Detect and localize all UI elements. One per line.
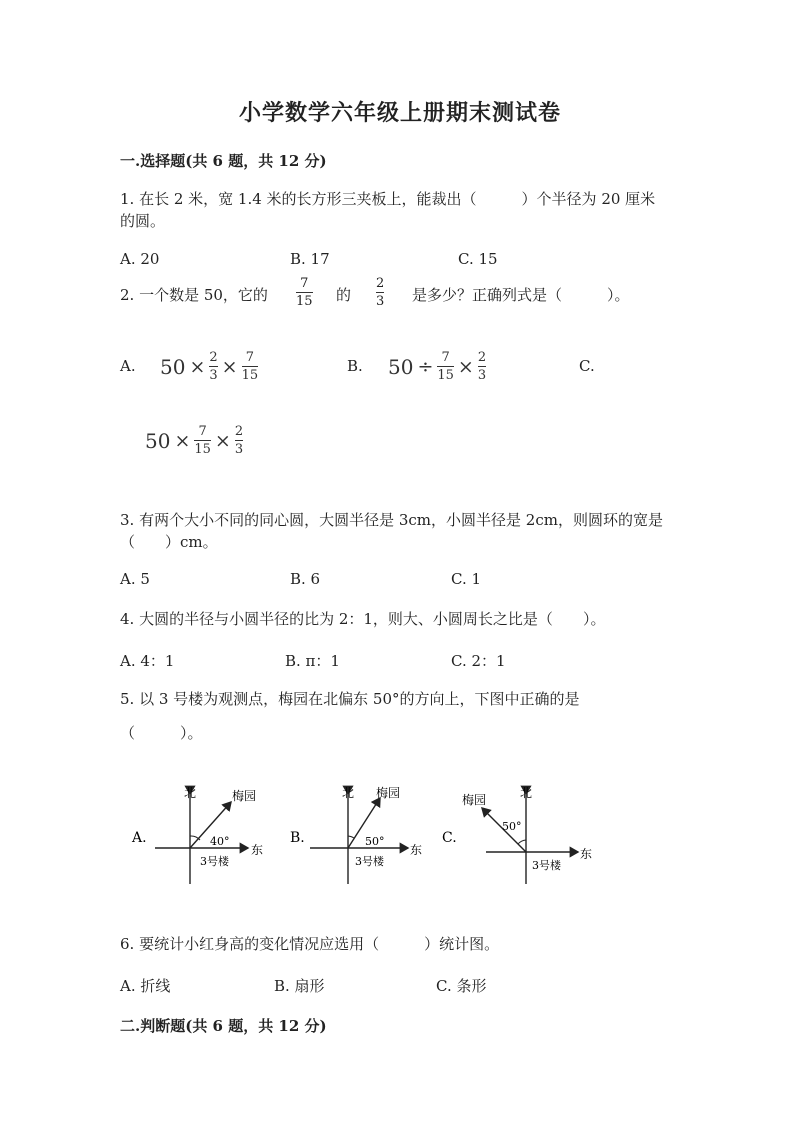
question-3-option-a: A. 5 bbox=[120, 570, 150, 588]
question-1-option-c: C. 15 bbox=[458, 250, 498, 268]
question-3-option-c: C. 1 bbox=[451, 570, 482, 588]
diagram-a-label: A. bbox=[132, 830, 147, 846]
question-6-option-b: B. 扇形 bbox=[274, 977, 325, 995]
question-2-prefix: 2. 一个数是 50，它的 bbox=[120, 286, 268, 304]
question-3-line-2: （ ）cm。 bbox=[120, 533, 218, 551]
question-6-option-a: A. 折线 bbox=[120, 977, 171, 995]
question-2-expression-a: 50 × $\frac{2}{3}$ × $\frac{7}{15}$ bbox=[160, 350, 259, 383]
diagram-a-building: 3号楼 bbox=[200, 855, 229, 868]
question-1-line-1: 1. 在长 2 米，宽 1.4 米的长方形三夹板上，能裁出（ ）个半径为 20 厘米 bbox=[120, 190, 656, 208]
diagram-a-east: 东 bbox=[251, 843, 264, 857]
question-6-line-1: 6. 要统计小红身高的变化情况应选用（ ）统计图。 bbox=[120, 935, 500, 953]
question-2-fraction-two-thirds: $\frac{2}{3}$ bbox=[376, 276, 385, 309]
diagram-a-garden: 梅园 bbox=[232, 789, 257, 803]
question-3-line-1: 3. 有两个大小不同的同心圆，大圆半径是 3cm，小圆半径是 2cm，则圆环的宽是 bbox=[120, 511, 663, 529]
question-1-option-b: B. 17 bbox=[290, 250, 330, 268]
diagram-c-garden: 梅园 bbox=[462, 793, 487, 807]
question-5-line-1: 5. 以 3 号楼为观测点，梅园在北偏东 50°的方向上，下图中正确的是 bbox=[120, 690, 580, 708]
diagram-b-angle: 50° bbox=[365, 835, 385, 848]
diagram-c-building: 3号楼 bbox=[532, 859, 561, 872]
question-5-line-2: （ ）。 bbox=[120, 724, 203, 742]
question-6-option-c: C. 条形 bbox=[436, 977, 487, 995]
diagram-c-angle: 50° bbox=[502, 820, 522, 833]
diagram-b-building: 3号楼 bbox=[355, 855, 384, 868]
diagram-b-east: 东 bbox=[410, 843, 423, 857]
question-4-line-1: 4. 大圆的半径与小圆半径的比为 2：1，则大、小圆周长之比是（ ）。 bbox=[120, 610, 606, 628]
question-4-option-a: A. 4：1 bbox=[120, 652, 175, 670]
question-2-suffix: 是多少？正确列式是（ ）。 bbox=[412, 286, 630, 304]
question-2-expression-b: 50 ÷ $\frac{7}{15}$ × $\frac{2}{3}$ bbox=[388, 350, 487, 383]
diagram-b-garden: 梅园 bbox=[376, 786, 401, 800]
question-1-line-2: 的圆。 bbox=[120, 212, 166, 230]
question-2-option-a-label: A. bbox=[120, 357, 136, 375]
question-2-option-c-label: C. bbox=[579, 357, 595, 375]
diagram-c-east: 东 bbox=[580, 847, 593, 861]
diagram-b bbox=[290, 785, 422, 884]
diagram-a-angle: 40° bbox=[210, 835, 230, 848]
diagram-a bbox=[131, 786, 263, 884]
section-judgement-heading: 二.判断题(共 6 题，共 12 分) bbox=[120, 1017, 327, 1035]
question-2-mid: 的 bbox=[336, 286, 352, 304]
diagram-b-label: B. bbox=[290, 830, 305, 846]
question-1-option-a: A. 20 bbox=[120, 250, 160, 268]
page-title: 小学数学六年级上册期末测试卷 bbox=[238, 100, 561, 126]
direction-diagrams bbox=[120, 780, 600, 890]
diagram-c-label: C. bbox=[442, 830, 457, 846]
diagram-c-north: 北 bbox=[520, 786, 533, 800]
question-2-expression-c: 50 × $\frac{7}{15}$ × $\frac{2}{3}$ bbox=[145, 424, 244, 457]
diagram-b-north: 北 bbox=[342, 786, 355, 800]
question-4-option-b: B. π：1 bbox=[285, 652, 340, 670]
question-2-option-b-label: B. bbox=[347, 357, 363, 375]
question-3-option-b: B. 6 bbox=[290, 570, 321, 588]
question-2-fraction-seven-fifteenths: $\frac{7}{15}$ bbox=[296, 276, 313, 309]
diagram-a-north: 北 bbox=[184, 786, 197, 800]
question-4-option-c: C. 2：1 bbox=[451, 652, 506, 670]
section-choice-heading: 一.选择题(共 6 题，共 12 分) bbox=[120, 152, 327, 170]
diagram-c bbox=[442, 786, 592, 884]
